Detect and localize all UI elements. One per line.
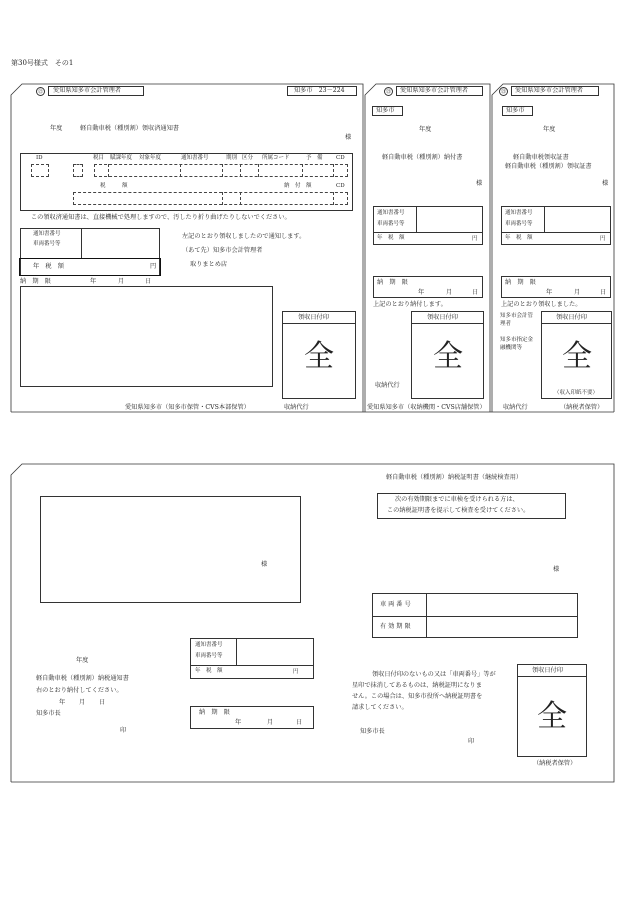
- slip2-sama: 様: [476, 180, 483, 187]
- stamp-header-1: 領収日付印: [298, 314, 329, 321]
- yen-1: 円: [150, 263, 157, 270]
- zeimoku-cell-a: [73, 164, 83, 177]
- treasurer-1: 知多市会計管: [500, 313, 534, 319]
- label-paid: 納 付 額: [284, 183, 312, 189]
- slip1-keep: 愛知県知多市（知多市保管・CVS本部保管）: [125, 404, 250, 411]
- lower-ymd-m: 月: [79, 699, 86, 706]
- treasurer-2: 理者: [500, 321, 512, 327]
- due-day-1: 日: [145, 278, 152, 285]
- cert-title: 軽自動車税（種別割）納税証明書（継続検査用）: [386, 474, 523, 481]
- stamp-char-1: 全: [304, 339, 334, 374]
- warn-3: せん。この場合は、知多市役所へ納税証明書を: [352, 693, 483, 700]
- slip3-title2: 軽自動車税（種別割）領収証書: [505, 163, 592, 170]
- slip2-due-d: 日: [472, 289, 479, 296]
- lower-notice-no: 通知書番号: [195, 642, 223, 648]
- slip3-due-y: 年: [546, 289, 553, 296]
- valid-until-label: 有 効 期 限: [380, 623, 411, 630]
- slip2-due-label: 納 期 限: [377, 279, 408, 286]
- slip3-city: 知多市: [506, 107, 525, 114]
- label-kibetsu: 期別: [226, 155, 238, 161]
- bank-1: 知多市指定金: [500, 337, 534, 343]
- stamp-char-3: 全: [562, 339, 592, 374]
- label-cd2: CD: [336, 183, 345, 189]
- slip3-tax-label: 年 税 額: [505, 235, 533, 241]
- slip2-city: 知多市: [376, 107, 395, 114]
- lower-yen: 円: [293, 669, 299, 675]
- stamp-char-2: 全: [433, 339, 463, 374]
- label-notice-no: 通知書番号: [181, 155, 209, 161]
- address-window: [20, 286, 273, 387]
- slip2-tax-label: 年 税 額: [377, 235, 405, 241]
- lower-year: 年度: [76, 657, 89, 664]
- lower-address-window: [40, 496, 301, 603]
- lower-ymd-d: 日: [99, 699, 106, 706]
- due-month-1: 月: [118, 278, 125, 285]
- tax-amount-label: 年 税 額: [33, 263, 64, 270]
- receipt-msg: 左記のとおり領収しましたので通知します。: [182, 233, 306, 240]
- slip2-vehicle-no: 車両番号等: [377, 221, 405, 227]
- slip2-due-m: 月: [446, 289, 453, 296]
- addressee: （あて先）知多市会計管理者: [182, 247, 263, 254]
- slip1-sama: 様: [345, 134, 352, 141]
- label-tax: 税 額: [100, 183, 128, 189]
- warn-2: 星印で抹消してあるものは、納税証明になりま: [352, 682, 482, 689]
- due-label-1: 納 期 限: [20, 278, 51, 285]
- stamp-header-3: 領収日付印: [556, 314, 587, 321]
- id-cell: [31, 164, 49, 177]
- slip1-year: 年度: [50, 125, 63, 132]
- slip3-agent: 収納代行: [503, 404, 528, 411]
- lower-ymd-y: 年: [59, 699, 66, 706]
- due-year-1: 年: [90, 278, 97, 285]
- lower-sama-1: 様: [261, 561, 268, 568]
- slip2-title: 軽自動車税（種別割）納付書: [382, 154, 463, 161]
- circle-number: ㉒: [37, 89, 43, 95]
- slip2-yen: 円: [472, 236, 478, 242]
- slip1-agent: 収納代行: [284, 404, 309, 411]
- slip3-due-label: 納 期 限: [505, 279, 536, 286]
- label-id: ID: [36, 155, 43, 161]
- slip3-due-m: 月: [574, 289, 581, 296]
- row2-cells: [73, 192, 348, 205]
- warn-4: 請求してください。: [352, 704, 408, 711]
- label-target-year: 対象年度: [139, 155, 162, 161]
- label-reserve: 予 備: [306, 155, 323, 161]
- label-kubun: 区分: [242, 155, 254, 161]
- slip3-title1: 軽自動車税領収証書: [513, 154, 569, 161]
- circle-number-3: ㉓: [500, 89, 506, 95]
- stamp-note: （収入印紙不要）: [554, 390, 599, 396]
- notice-no-label: 通知書番号: [33, 231, 61, 237]
- slip2-year: 年度: [419, 126, 432, 133]
- lower-due-label: 納 期 限: [199, 709, 230, 716]
- label-dept-code: 所属コード: [262, 155, 290, 161]
- lower-tax-label: 年 税 額: [195, 668, 223, 674]
- slip1-header: 愛知県知多市会計管理者: [53, 87, 122, 94]
- slip2-agent: 収納代行: [375, 382, 400, 389]
- lower-mayor: 知多市長: [36, 710, 61, 717]
- slip2-keep: 愛知県知多市（収納機関・CVS店舗保管）: [367, 404, 486, 411]
- slip2-notice-no: 通知書番号: [377, 210, 405, 216]
- slip3-received-msg: 上記のとおり領収しました。: [501, 301, 582, 308]
- tax-notice-title: 軽自動車税（種別割）納税通知書: [36, 675, 129, 682]
- slip2-due-y: 年: [418, 289, 425, 296]
- machine-notice: この領収済通知書は、直接機械で処理しますので、汚したり折り曲げたりしないでください。: [31, 214, 291, 221]
- slip3-sama: 様: [602, 180, 609, 187]
- slip1-title: 軽自動車税（種別割）領収済通知書: [80, 125, 179, 132]
- vehicle-no-label-2: 車 両 番 号: [380, 601, 411, 608]
- city-code: 知多市 23－224: [294, 87, 345, 94]
- slip3-year: 年度: [543, 126, 556, 133]
- slip2-header: 愛知県知多市会計管理者: [400, 87, 469, 94]
- vehicle-no-label: 車両番号等: [33, 241, 61, 247]
- slip3-header: 愛知県知多市会計管理者: [515, 87, 584, 94]
- lower-vehicle-no: 車両番号等: [195, 653, 223, 659]
- cert-notice-2: この納税証明書を提示して検査を受けてください。: [387, 507, 530, 514]
- label-zeimoku: 税目: [93, 155, 105, 161]
- lower-seal: 印: [120, 727, 127, 734]
- lower-due-m: 月: [267, 719, 274, 726]
- form-number: 第30号様式 その1: [11, 59, 74, 67]
- tax-notice-msg: 右のとおり納付してください。: [36, 687, 123, 694]
- slip3-notice-no: 通知書番号: [505, 210, 533, 216]
- lower-sama-2: 様: [553, 566, 560, 573]
- lower-keep: （納税者保管）: [533, 760, 577, 767]
- stamp-char-4: 全: [537, 699, 567, 734]
- row1-cells: [94, 164, 348, 177]
- lower-mayor-2: 知多市長: [360, 728, 385, 735]
- slip2-paid-msg: 上記のとおり納付します。: [373, 301, 447, 308]
- aggregator: 取りまとめ店: [190, 261, 228, 268]
- lower-due-y: 年: [235, 719, 242, 726]
- slip3-keep: （納税者保管）: [560, 404, 604, 411]
- lower-due-d: 日: [296, 719, 303, 726]
- cert-notice-1: 次の有効期限までに車検を受けられる方は、: [395, 496, 519, 503]
- warn-1: 領収日付印のないもの又は「車両番号」等が: [372, 671, 496, 678]
- bank-2: 融機関等: [500, 345, 523, 351]
- stamp-header-4: 領収日付印: [532, 667, 563, 674]
- slip3-due-d: 日: [600, 289, 607, 296]
- slip3-yen: 円: [600, 236, 606, 242]
- slip3-vehicle-no: 車両番号等: [505, 221, 533, 227]
- label-cd1: CD: [336, 155, 345, 161]
- circle-number-2: ㉓: [385, 89, 391, 95]
- label-fuka-year: 賦課年度: [110, 155, 133, 161]
- stamp-header-2: 領収日付印: [427, 314, 458, 321]
- lower-seal-2: 印: [468, 738, 475, 745]
